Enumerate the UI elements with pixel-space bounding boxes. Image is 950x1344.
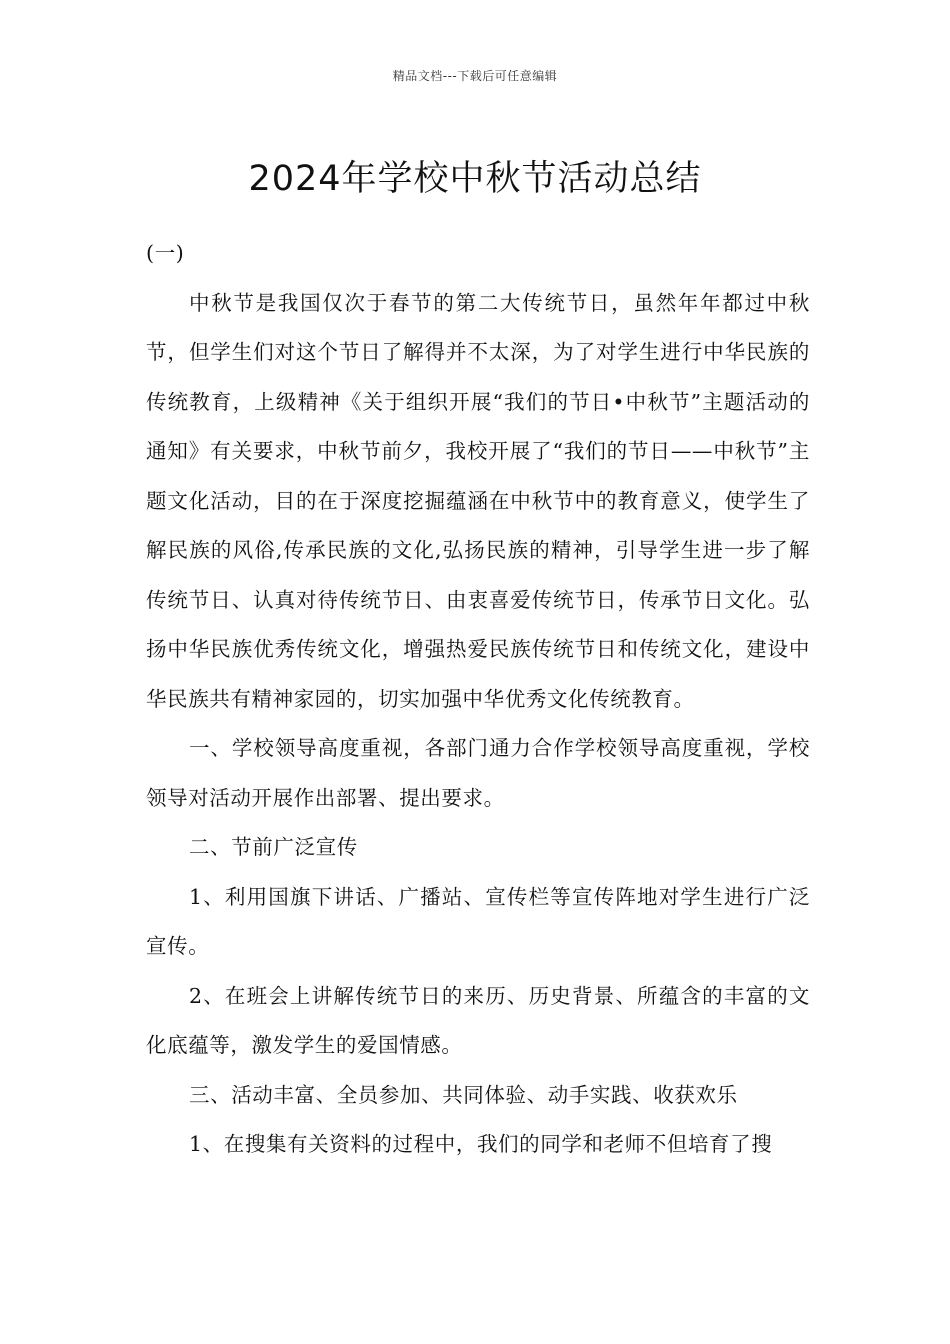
paragraph-section-2-heading: 二、节前广泛宣传 xyxy=(189,835,358,859)
header-note: 精品文档---下载后可任意编辑 xyxy=(392,69,558,83)
paragraph-item-2-1: 1、利用国旗下讲话、广播站、宣传栏等宣传阵地对学生进行广泛宣传。 xyxy=(146,884,810,958)
paragraph-intro: 中秋节是我国仅次于春节的第二大传统节日，虽然年年都过中秋节，但学生们对这个节日了解得并不太深，为了对学生进行中华民族的传统教育，上级精神《关于组织开展“我们的节日•中秋节”主题活动的通知》有关要求，中秋节前夕，我校开展了“我们的节日——中秋节”主题文化活动，目的在于深度挖掘蕴涵在中秋节中的教育意义，使学生了解民族的风俗,传承民族的文化,弘扬民族的精神，引导学生进一步了解传统节日、认真对待传统节日、由衷喜爱传统节日，传承节日文化。弘扬中华民族优秀传统文化，增强热爱民族传统节日和传统文化，建设中华民族共有精神家园的，切实加强中华优秀文化传统教育。 xyxy=(146,290,810,711)
paragraph-section-1: 一、学校领导高度重视，各部门通力合作学校领导高度重视，学校领导对活动开展作出部署、提出要求。 xyxy=(146,736,810,810)
paragraph-item-2-2: 2、在班会上讲解传统节日的来历、历史背景、所蕴含的丰富的文化底蕴等，激发学生的爱国情感。 xyxy=(146,983,810,1057)
paragraph-section-3-heading: 三、活动丰富、全员参加、共同体验、动手实践、收获欢乐 xyxy=(189,1082,738,1107)
paragraph-item-3-1: 1、在搜集有关资料的过程中，我们的同学和老师不但培育了搜 xyxy=(189,1132,773,1156)
section-marker: (一) xyxy=(146,241,185,265)
document-body xyxy=(146,229,810,1170)
document-title: 2024年学校中秋节活动总结 xyxy=(248,159,702,200)
